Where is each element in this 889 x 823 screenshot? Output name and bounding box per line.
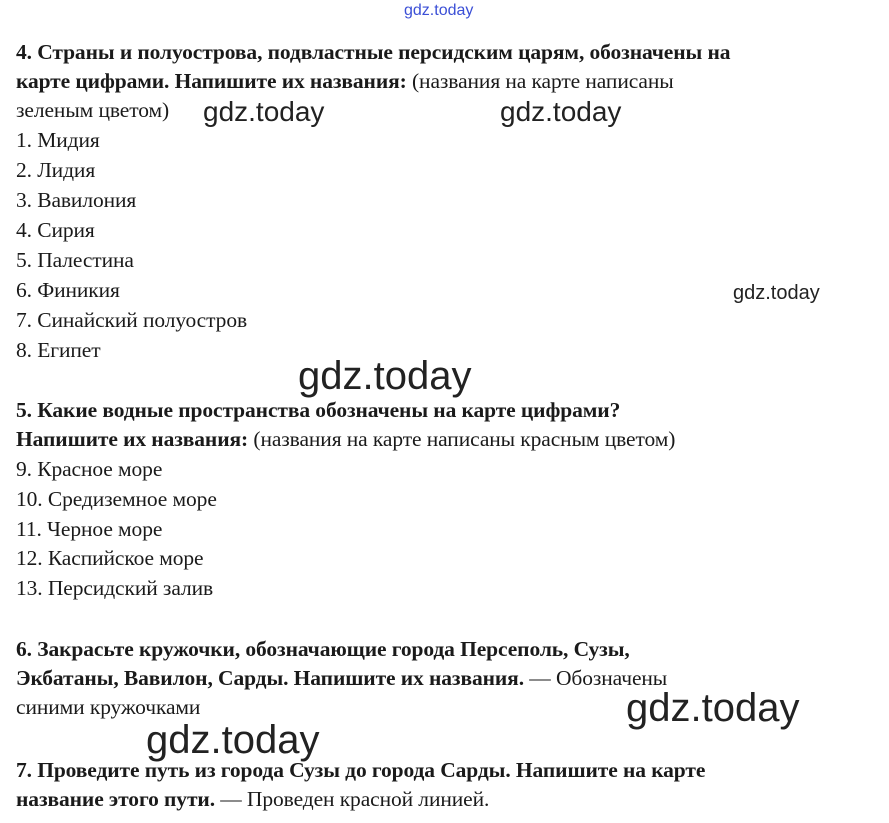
list-item: 2. Лидия [16, 158, 96, 182]
list-item: 4. Сирия [16, 218, 95, 242]
q4-heading-line2 [16, 66, 674, 96]
q5-heading-note: (названия на карте написаны красным цветом) [248, 427, 676, 451]
q6-heading-bold: Экбатаны, Вавилон, Сарды. Напишите их названия. [16, 666, 524, 690]
q6-answer: — Обозначены [524, 666, 668, 690]
q5-heading-line2 [16, 424, 675, 454]
list-item: 1. Мидия [16, 128, 100, 152]
q6-heading-line1: 6. Закрасьте кружочки, обозначающие города Персеполь, Сузы, [16, 637, 630, 661]
list-item: 3. Вавилония [16, 188, 137, 212]
q7-heading-line2 [16, 784, 489, 814]
watermark: gdz.today [733, 282, 820, 304]
watermark: gdz.today [203, 96, 325, 127]
list-item: 7. Синайский полуостров [16, 308, 248, 332]
list-item: 10. Средиземное море [16, 487, 217, 511]
list-item: 9. Красное море [16, 457, 163, 481]
list-item: 11. Черное море [16, 517, 163, 541]
list-item: 5. Палестина [16, 248, 134, 272]
q5-heading-line1: 5. Какие водные пространства обозначены на карте цифрами? [16, 398, 621, 422]
list-item: 8. Египет [16, 338, 101, 362]
q4-heading-note: (названия на карте написаны [406, 69, 674, 93]
watermark: gdz.today [146, 718, 320, 762]
q4-heading-bold: карте цифрами. Напишите их названия: [16, 69, 407, 93]
watermark: gdz.today [298, 354, 472, 398]
watermark: gdz.today [626, 686, 800, 730]
q7-answer: — Проведен красной линией. [214, 787, 490, 811]
q6-heading-line2 [16, 663, 667, 693]
watermark: gdz.today [500, 96, 622, 127]
q6-answer-line3: синими кружочками [16, 695, 201, 719]
list-item: 6. Финикия [16, 278, 120, 302]
q5-heading-bold: Напишите их названия: [16, 427, 249, 451]
q4-heading-line3: зеленым цветом) [16, 98, 170, 122]
list-item: 12. Каспийское море [16, 546, 204, 570]
watermark-top: gdz.today [404, 2, 474, 19]
q4-heading-line1: 4. Страны и полуострова, подвластные персидским царям, обозначены на [16, 40, 731, 64]
list-item: 13. Персидский залив [16, 576, 214, 600]
q7-heading-bold: название этого пути. [16, 787, 215, 811]
q7-heading-line1: 7. Проведите путь из города Сузы до города Сарды. Напишите на карте [16, 758, 706, 782]
